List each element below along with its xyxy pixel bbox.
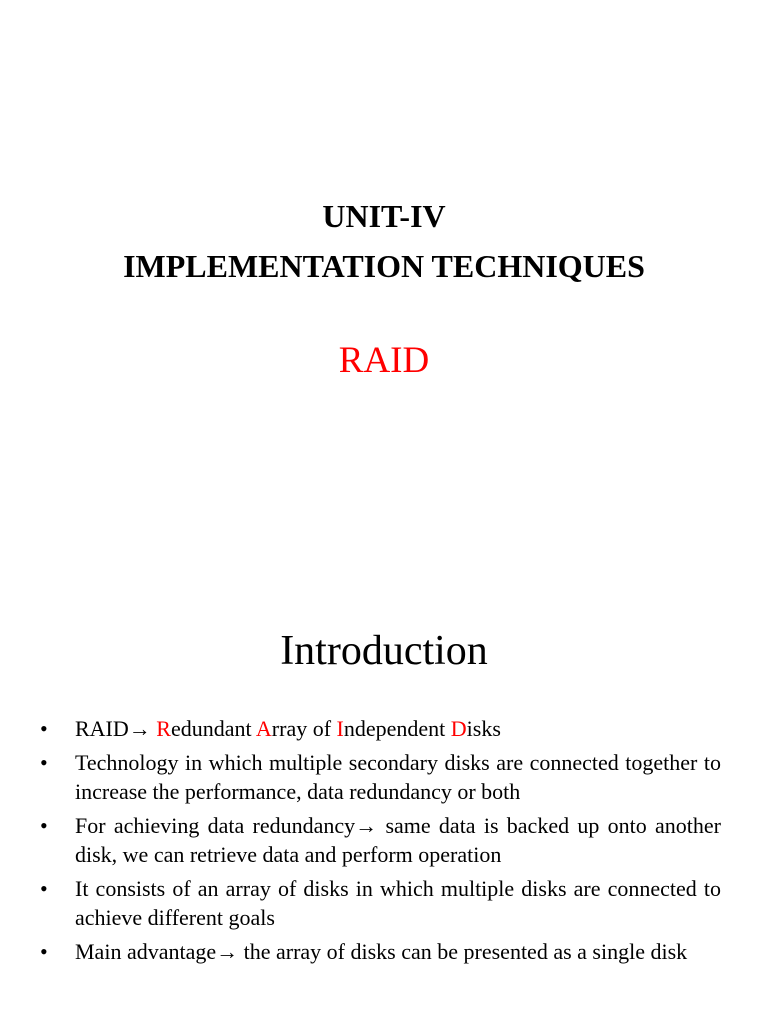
bullet-text-tail: same data is backed up onto another disk, we can retrieve data and perform operation (75, 813, 721, 867)
list-item (40, 714, 721, 743)
acronym-letter: A (255, 716, 272, 741)
bullet-text: It consists of an array of disks in which multiple disks are connected to achieve different goals (75, 876, 721, 930)
arrow-icon: → (355, 813, 378, 838)
bullet-text-lead: Main advantage (75, 939, 217, 964)
section-heading: Introduction (280, 628, 488, 674)
topic-title: RAID (338, 340, 430, 381)
unit-label: UNIT-IV (322, 198, 446, 234)
bullet-icon: • (40, 876, 48, 901)
acronym-letter: D (450, 716, 467, 741)
arrow-icon: → (216, 939, 239, 964)
acronym-word-rest: isks (466, 716, 501, 741)
acronym-word-rest: edundant (170, 716, 256, 741)
acronym-letter: R (156, 716, 171, 741)
bullet-text: Technology in which multiple secondary disks are connected together to increase the performance, data redundancy or both (75, 750, 721, 804)
list-item (40, 748, 721, 806)
bullet-text-tail: the array of disks can be presented as a single disk (238, 939, 688, 964)
list-item (40, 874, 721, 932)
list-item (40, 937, 721, 966)
arrow-icon: → (128, 716, 151, 741)
bullet-icon: • (40, 939, 48, 964)
bullet-icon: • (40, 750, 48, 775)
bullet-icon: • (40, 813, 48, 838)
list-item (40, 811, 721, 869)
bullet-icon: • (40, 716, 48, 741)
page-title: IMPLEMENTATION TECHNIQUES (123, 248, 645, 284)
acronym-word-rest: rray of (271, 716, 337, 741)
bullet-text-lead: For achieving data redundancy (75, 813, 356, 838)
bullet-term: RAID (75, 716, 129, 741)
acronym-word-rest: ndependent (343, 716, 451, 741)
acronym-letter: I (336, 716, 344, 741)
bullet-list (40, 714, 721, 971)
